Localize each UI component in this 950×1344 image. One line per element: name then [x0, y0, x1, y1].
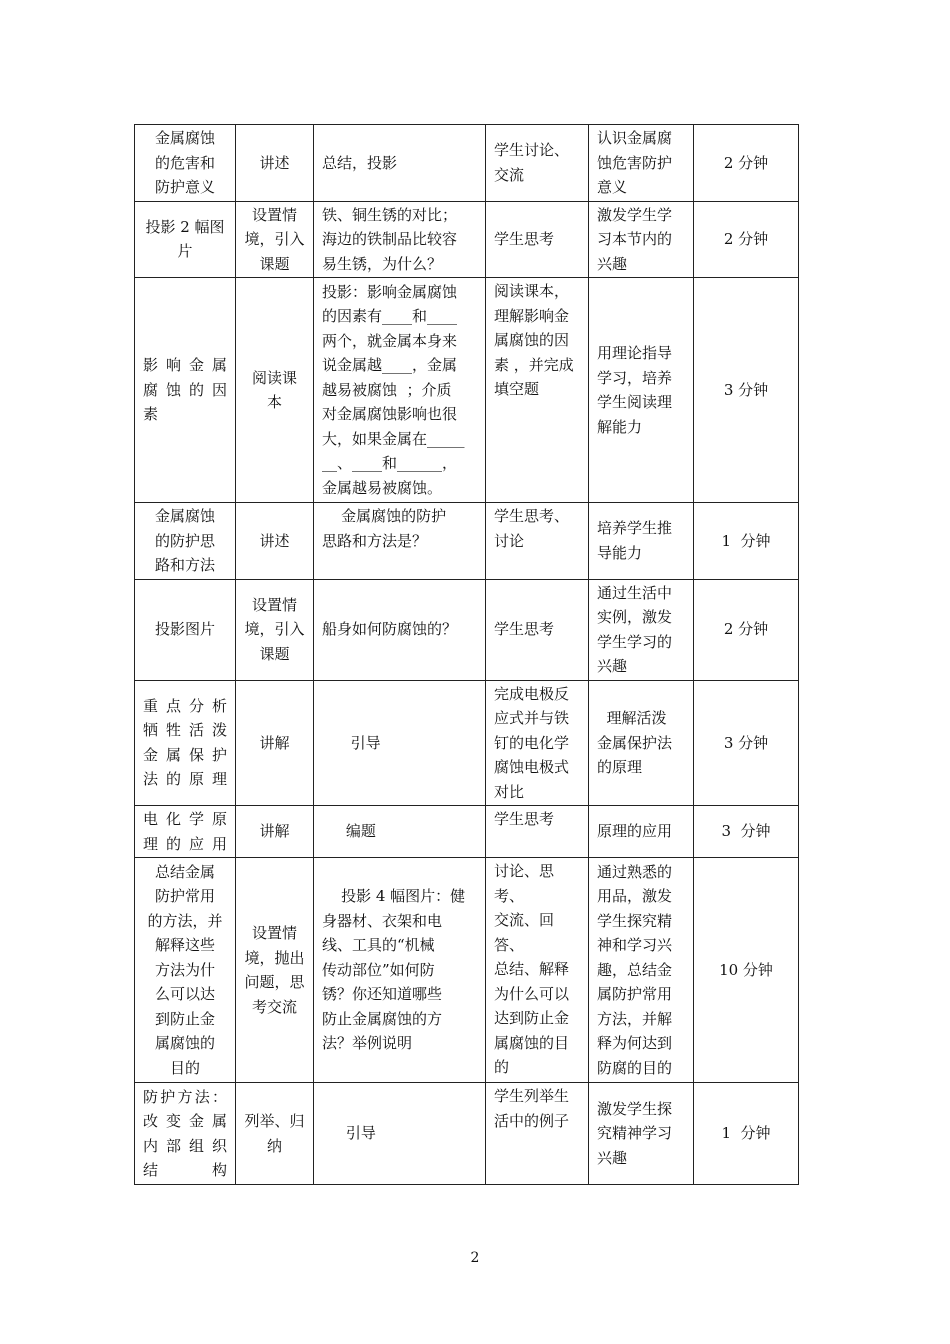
- table-row: [135, 858, 799, 1083]
- cell-content: 防护方法： 改变金属 内部组织 结构: [135, 1083, 236, 1185]
- cell-student-activity: 学生思考: [486, 806, 589, 858]
- cell-teacher-activity: 投影 4 幅图片：健 身器材、衣架和电 线、工具的“机械 传动部位”如何防 锈？你还知道哪些 防止金属腐蚀的方 法？举例说明: [314, 858, 486, 1083]
- cell-student-activity: 学生列举生 活中的例子: [486, 1083, 589, 1185]
- cell-purpose: 认识金属腐 蚀危害防护 意义: [589, 125, 694, 202]
- cell-purpose: 培养学生推 导能力: [589, 503, 694, 580]
- cell-student-activity: 学生思考: [486, 201, 589, 278]
- table-row: [135, 125, 799, 202]
- table-row: [135, 680, 799, 806]
- cell-purpose: 通过生活中 实例，激发 学生学习的 兴趣: [589, 579, 694, 680]
- cell-method: 阅读课 本: [236, 278, 314, 503]
- cell-teacher-activity: 金属腐蚀的防护 思路和方法是？: [314, 503, 486, 580]
- cell-time: 2 分钟: [694, 125, 799, 202]
- table-row: [135, 201, 799, 278]
- cell-content: 金属腐蚀 的防护思 路和方法: [135, 503, 236, 580]
- cell-content: 影响金属 腐蚀的因 素: [135, 278, 236, 503]
- cell-teacher-activity: 总结，投影: [314, 125, 486, 202]
- cell-time: 1 分钟: [694, 1083, 799, 1185]
- cell-time: 2 分钟: [694, 579, 799, 680]
- cell-method: 讲解: [236, 680, 314, 806]
- cell-student-activity: 学生思考、 讨论: [486, 503, 589, 580]
- cell-content: 投影图片: [135, 579, 236, 680]
- cell-student-activity: 阅读课本， 理解影响金 属腐蚀的因 素 ，并完成 填空题: [486, 278, 589, 503]
- cell-purpose: 用理论指导 学习，培养 学生阅读理 解能力: [589, 278, 694, 503]
- cell-time: 3 分钟: [694, 806, 799, 858]
- cell-student-activity: 讨论、思考、 交流、回答、 总结、解释 为什么可以 达到防止金 属腐蚀的目 的: [486, 858, 589, 1083]
- cell-method: 讲述: [236, 503, 314, 580]
- cell-method: 讲述: [236, 125, 314, 202]
- cell-content: 金属腐蚀 的危害和 防护意义: [135, 125, 236, 202]
- cell-teacher-activity: 船身如何防腐蚀的？: [314, 579, 486, 680]
- cell-content: 重点分析 牺牲活泼 金属保护 法的原理: [135, 680, 236, 806]
- cell-student-activity: 学生讨论、 交流: [486, 125, 589, 202]
- cell-method: 设置情 境，引入 课题: [236, 201, 314, 278]
- table-row: [135, 503, 799, 580]
- table-row: [135, 1083, 799, 1185]
- cell-method: 讲解: [236, 806, 314, 858]
- cell-method: 设置情 境，引入 课题: [236, 579, 314, 680]
- cell-method: 设置情 境，抛出 问题，思 考交流: [236, 858, 314, 1083]
- table-row: [135, 806, 799, 858]
- table-row: [135, 278, 799, 503]
- lesson-plan-table: [134, 124, 799, 1185]
- cell-teacher-activity: 投影：影响金属腐蚀 的因素有____和____ 两个，就金属本身来 说金属越____，金属 越易被腐蚀 ；介质 对金属腐蚀影响也很 大，如果金属在_____ __、____和______， 金属越易被腐蚀。: [314, 278, 486, 503]
- cell-content: 电化学原 理的应用: [135, 806, 236, 858]
- cell-time: 3 分钟: [694, 278, 799, 503]
- cell-content: 总结金属 防护常用 的方法，并 解释这些 方法为什 么可以达 到防止金 属腐蚀的 目的: [135, 858, 236, 1083]
- cell-time: 1 分钟: [694, 503, 799, 580]
- cell-content: 投影 2 幅图 片: [135, 201, 236, 278]
- cell-purpose: 激发学生学 习本节内的 兴趣: [589, 201, 694, 278]
- cell-teacher-activity: 引导: [314, 680, 486, 806]
- cell-method: 列举、归 纳: [236, 1083, 314, 1185]
- cell-time: 2 分钟: [694, 201, 799, 278]
- cell-student-activity: 学生思考: [486, 579, 589, 680]
- cell-time: 3 分钟: [694, 680, 799, 806]
- cell-teacher-activity: 铁、铜生锈的对比； 海边的铁制品比较容 易生锈，为什么？: [314, 201, 486, 278]
- cell-purpose: 理解活泼 金属保护法 的原理: [589, 680, 694, 806]
- table-row: [135, 579, 799, 680]
- cell-time: 10 分钟: [694, 858, 799, 1083]
- cell-teacher-activity: 引导: [314, 1083, 486, 1185]
- cell-student-activity: 完成电极反 应式并与铁 钉的电化学 腐蚀电极式 对比: [486, 680, 589, 806]
- cell-purpose: 原理的应用: [589, 806, 694, 858]
- cell-teacher-activity: 编题: [314, 806, 486, 858]
- cell-purpose: 激发学生探 究精神学习 兴趣: [589, 1083, 694, 1185]
- page-number: 2: [470, 1250, 480, 1266]
- cell-purpose: 通过熟悉的 用品，激发 学生探究精 神和学习兴 趣，总结金 属防护常用 方法，并解 释为何达到 防腐的目的: [589, 858, 694, 1083]
